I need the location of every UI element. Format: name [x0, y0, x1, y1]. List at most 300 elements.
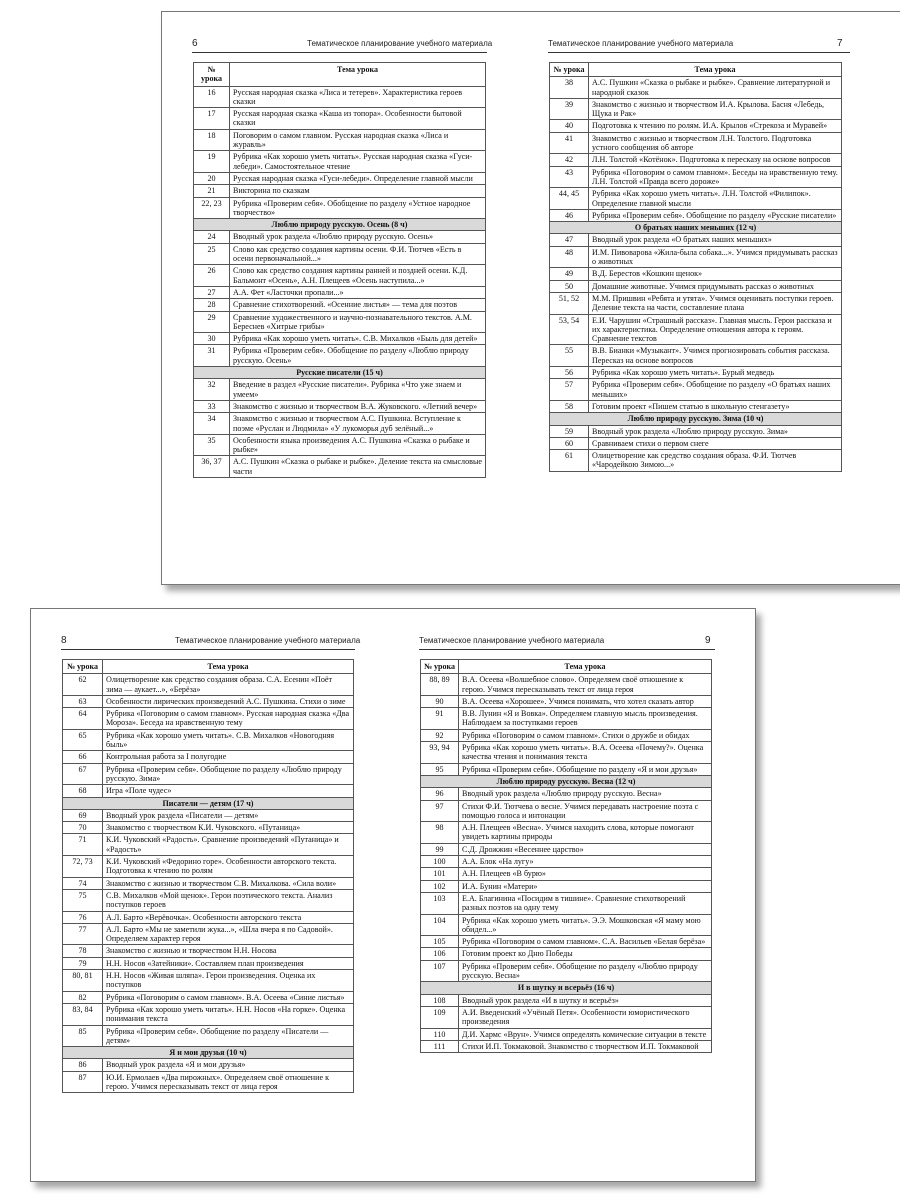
lesson-number: 86 — [63, 1059, 103, 1071]
lesson-row — [194, 197, 486, 219]
lesson-table — [62, 659, 354, 1093]
lesson-topic: Рубрика «Как хорошо уметь читать». Л.Н. Толстой «Филипок». Определение главной мысли — [589, 188, 842, 210]
lesson-topic: Вводный урок раздела «О братьях наших меньших» — [589, 234, 842, 246]
lesson-row — [63, 1003, 354, 1025]
lesson-row — [63, 877, 354, 889]
lesson-number: 65 — [63, 729, 103, 751]
lesson-number: 90 — [421, 695, 459, 707]
lesson-number: 79 — [63, 957, 103, 969]
lesson-number: 87 — [63, 1071, 103, 1093]
lesson-topic: С.Д. Дрожжин «Весеннее царство» — [459, 843, 712, 855]
lesson-number: 33 — [194, 400, 230, 412]
lesson-row — [63, 957, 354, 969]
lesson-number: 28 — [194, 299, 230, 311]
lesson-number: 63 — [63, 695, 103, 707]
lesson-row — [550, 154, 842, 166]
lesson-row — [194, 172, 486, 184]
lesson-number: 83, 84 — [63, 1003, 103, 1025]
lesson-row — [194, 456, 486, 478]
lesson-row — [194, 243, 486, 265]
lesson-topic: К.И. Чуковский «Радость». Сравнение произведений «Путаница» и «Радость» — [103, 834, 354, 856]
lesson-topic: Викторина по сказкам — [230, 185, 486, 197]
lesson-topic: В.А. Осеева «Хорошее». Учимся понимать, что хотел сказать автор — [459, 695, 712, 707]
lesson-number: 49 — [550, 268, 589, 280]
lesson-topic: В.Д. Берестов «Кошкин щенок» — [589, 268, 842, 280]
lesson-number: 70 — [63, 822, 103, 834]
section-header-row — [421, 982, 712, 994]
lesson-topic: Рубрика «Проверим себя». Обобщение по разделу «О братьях наших меньших» — [589, 379, 842, 401]
col-header-number: № урока — [550, 63, 589, 77]
lesson-number: 69 — [63, 809, 103, 821]
lesson-topic: Знакомство с жизнью и творчеством А.С. Пушкина. Вступление к поэме «Руслан и Людмила» «У лукоморья дуб зелёный...» — [230, 413, 486, 435]
lesson-topic: В.А. Осеева «Волшебное слово». Определяем своё отношение к герою. Учимся пересказывать текст от лица героя — [459, 674, 712, 696]
lesson-row — [63, 911, 354, 923]
section-header-row — [194, 367, 486, 379]
book-page-6 — [162, 12, 532, 584]
lesson-number: 95 — [421, 763, 459, 775]
lesson-topic: Русская народная сказка «Лиса и тетерев». Характеристика героев сказки — [230, 86, 486, 108]
lesson-topic: В.В. Лунин «Я и Вовка». Определяем главную мысль произведения. Наблюдаем за поступками героев — [459, 708, 712, 730]
lesson-row — [550, 132, 842, 154]
lesson-number: 96 — [421, 788, 459, 800]
lesson-row — [194, 129, 486, 151]
lesson-number: 38 — [550, 77, 589, 99]
lesson-row — [63, 1071, 354, 1093]
lesson-row — [63, 809, 354, 821]
lesson-topic: Рубрика «Как хорошо уметь читать». С.В. Михалков «Новогодняя быль» — [103, 729, 354, 751]
lesson-number: 30 — [194, 333, 230, 345]
lesson-number: 36, 37 — [194, 456, 230, 478]
lesson-topic: Рубрика «Поговорим о самом главном». Стихи о дружбе и обидах — [459, 729, 712, 741]
section-title: Писатели — детям (17 ч) — [63, 797, 354, 809]
lesson-row — [550, 280, 842, 292]
lesson-topic: С.В. Михалков «Мой щенок». Герои поэтического текста. Анализ поступков героев — [103, 889, 354, 911]
page-number: 6 — [192, 38, 198, 49]
section-title: Русские писатели (15 ч) — [194, 367, 486, 379]
lesson-row — [421, 763, 712, 775]
lesson-topic: Знакомство с творчеством К.И. Чуковского. «Путаница» — [103, 822, 354, 834]
lesson-rows — [63, 674, 354, 1093]
lesson-row — [421, 948, 712, 960]
lesson-row — [63, 695, 354, 707]
lesson-number: 48 — [550, 246, 589, 268]
lesson-topic: Вводный урок раздела «Писатели — детям» — [103, 809, 354, 821]
lesson-row — [421, 914, 712, 936]
header-rule — [61, 649, 355, 650]
lesson-number: 71 — [63, 834, 103, 856]
lesson-topic: Олицетворение как средство создания образа. Ф.И. Тютчев «Чародейкою Зимою...» — [589, 450, 842, 472]
lesson-number: 22, 23 — [194, 197, 230, 219]
lesson-row — [194, 108, 486, 130]
lesson-number: 104 — [421, 914, 459, 936]
book-page-8 — [31, 609, 393, 1181]
lesson-row — [194, 86, 486, 108]
lesson-topic: Вводный урок раздела «Люблю природу русскую. Зима» — [589, 425, 842, 437]
running-title: Тематическое планирование учебного материала — [419, 636, 605, 645]
lesson-number: 34 — [194, 413, 230, 435]
running-title: Тематическое планирование учебного материала — [175, 636, 361, 645]
lesson-row — [63, 822, 354, 834]
lesson-number: 78 — [63, 945, 103, 957]
lesson-topic: Сравнение художественного и научно-познавательного текстов. А.М. Береснев «Хитрые грибы» — [230, 311, 486, 333]
lesson-topic: И.А. Бунин «Матери» — [459, 880, 712, 892]
lesson-rows — [194, 86, 486, 477]
lesson-topic: Олицетворение как средство создания образа. С.А. Есенин «Поёт зима — аукает...», «Берёза» — [103, 674, 354, 696]
lesson-topic: Готовим проект ко Дню Победы — [459, 948, 712, 960]
col-header-number: № урока — [194, 63, 230, 87]
lesson-number: 80, 81 — [63, 970, 103, 992]
lesson-number: 26 — [194, 265, 230, 287]
lesson-number: 56 — [550, 367, 589, 379]
lesson-row — [550, 188, 842, 210]
lesson-row — [194, 265, 486, 287]
lesson-topic: А.Н. Плещеев «Весна». Учимся находить слова, которые помогают увидеть картины природы — [459, 822, 712, 844]
lesson-row — [63, 729, 354, 751]
lesson-row — [63, 889, 354, 911]
lesson-row — [550, 345, 842, 367]
section-header-row — [550, 222, 842, 234]
lesson-number: 62 — [63, 674, 103, 696]
lesson-row — [550, 120, 842, 132]
lesson-number: 108 — [421, 994, 459, 1006]
lesson-topic: Н.Н. Носов «Затейники». Составляем план произведения — [103, 957, 354, 969]
lesson-number: 61 — [550, 450, 589, 472]
lesson-topic: Знакомство с жизнью и творчеством Н.Н. Носова — [103, 945, 354, 957]
lesson-number: 67 — [63, 763, 103, 785]
lesson-number: 91 — [421, 708, 459, 730]
lesson-row — [550, 98, 842, 120]
lesson-number: 21 — [194, 185, 230, 197]
lesson-topic: К.И. Чуковский «Федорино горе». Особенности авторского текста. Подготовка к чтению по ролям — [103, 856, 354, 878]
lesson-row — [550, 437, 842, 449]
lesson-row — [550, 77, 842, 99]
lesson-number: 47 — [550, 234, 589, 246]
lesson-row — [194, 311, 486, 333]
book-page-9 — [393, 609, 755, 1181]
lesson-topic: В.В. Бианки «Музыкант». Учимся прогнозировать события рассказа. Пересказ на основе вопросов — [589, 345, 842, 367]
lesson-topic: Рубрика «Проверим себя». Обобщение по разделу «Люблю природу русскую. Весна» — [459, 960, 712, 982]
col-header-topic: Тема урока — [459, 660, 712, 674]
lesson-topic: Особенности лирических произведений А.С. Пушкина. Стихи о зиме — [103, 695, 354, 707]
lesson-number: 76 — [63, 911, 103, 923]
lesson-row — [194, 286, 486, 298]
lesson-row — [194, 333, 486, 345]
lesson-number: 55 — [550, 345, 589, 367]
page-number: 9 — [705, 635, 711, 646]
lesson-number: 68 — [63, 785, 103, 797]
lesson-row — [63, 674, 354, 696]
lesson-topic: Игра «Поле чудес» — [103, 785, 354, 797]
lesson-rows — [421, 674, 712, 1053]
lesson-row — [421, 708, 712, 730]
lesson-topic: Знакомство с жизнью и творчеством С.В. Михалкова. «Сила воли» — [103, 877, 354, 889]
lesson-topic: Вводный урок раздела «Люблю природу русскую. Весна» — [459, 788, 712, 800]
lesson-topic: Рубрика «Проверим себя». Обобщение по разделу «Писатели — детям» — [103, 1025, 354, 1047]
page-header — [393, 635, 755, 649]
lesson-number: 39 — [550, 98, 589, 120]
section-header-row — [63, 1047, 354, 1059]
lesson-topic: М.М. Пришвин «Ребята и утята». Учимся оценивать поступки героев. Деление текста на части, составление плана — [589, 292, 842, 314]
lesson-table — [420, 659, 712, 1053]
lesson-topic: Сравнение стихотворений. «Осенние листья» — тема для поэтов — [230, 299, 486, 311]
lesson-row — [63, 751, 354, 763]
lesson-topic: Поговорим о самом главном. Русская народная сказка «Лиса и журавль» — [230, 129, 486, 151]
running-title: Тематическое планирование учебного материала — [548, 39, 734, 48]
lesson-topic: А.Л. Барто «Верёвочка». Особенности авторского текста — [103, 911, 354, 923]
book-spread-pages-8-9 — [30, 608, 756, 1182]
lesson-topic: Рубрика «Как хорошо уметь читать». Э.Э. Мошковская «Я маму мою обидел...» — [459, 914, 712, 936]
lesson-topic: Вводный урок раздела «Люблю природу русскую. Осень» — [230, 231, 486, 243]
lesson-number: 85 — [63, 1025, 103, 1047]
lesson-number: 99 — [421, 843, 459, 855]
lesson-topic: Контрольная работа за I полугодие — [103, 751, 354, 763]
lesson-number: 32 — [194, 379, 230, 401]
lesson-row — [421, 892, 712, 914]
lesson-topic: Сравниваем стихи о первом снеге — [589, 437, 842, 449]
header-rule — [548, 52, 850, 53]
lesson-row — [421, 695, 712, 707]
lesson-row — [63, 1059, 354, 1071]
lesson-row — [421, 868, 712, 880]
book-spread-pages-6-7 — [161, 11, 900, 585]
lesson-row — [194, 185, 486, 197]
lesson-topic: Введение в раздел «Русские писатели». Рубрика «Что уже знаем и умеем» — [230, 379, 486, 401]
section-title: И в шутку и всерьёз (16 ч) — [421, 982, 712, 994]
running-title: Тематическое планирование учебного материала — [307, 39, 493, 48]
lesson-topic: А.А. Блок «На лугу» — [459, 856, 712, 868]
lesson-topic: А.С. Пушкин «Сказка о рыбаке и рыбке». Деление текста на смысловые части — [230, 456, 486, 478]
lesson-row — [63, 763, 354, 785]
lesson-number: 88, 89 — [421, 674, 459, 696]
lesson-topic: А.Н. Плещеев «В бурю» — [459, 868, 712, 880]
lesson-number: 101 — [421, 868, 459, 880]
lesson-row — [421, 729, 712, 741]
lesson-topic: Русская народная сказка «Каша из топора». Особенности бытовой сказки — [230, 108, 486, 130]
lesson-row — [421, 674, 712, 696]
lesson-row — [421, 742, 712, 764]
lesson-number: 25 — [194, 243, 230, 265]
lesson-number: 53, 54 — [550, 314, 589, 345]
lesson-number: 72, 73 — [63, 856, 103, 878]
lesson-number: 43 — [550, 166, 589, 188]
lesson-row — [550, 246, 842, 268]
lesson-number: 24 — [194, 231, 230, 243]
page-header — [532, 38, 900, 52]
lesson-topic: Слово как средство создания картины осени. Ф.И. Тютчев «Есть в осени первоначальной...» — [230, 243, 486, 265]
lesson-number: 109 — [421, 1006, 459, 1028]
lesson-topic: Подготовка к чтению по ролям. И.А. Крылов «Стрекоза и Муравей» — [589, 120, 842, 132]
lesson-row — [194, 379, 486, 401]
lesson-topic: Л.Н. Толстой «Котёнок». Подготовка к пересказу на основе вопросов — [589, 154, 842, 166]
lesson-number: 35 — [194, 434, 230, 456]
lesson-row — [550, 209, 842, 221]
lesson-topic: Знакомство с жизнью и творчеством В.А. Жуковского. «Летний вечер» — [230, 400, 486, 412]
lesson-topic: И.М. Пивоварова «Жила-была собака...». Учимся придумывать рассказ о животных — [589, 246, 842, 268]
page-header — [31, 635, 393, 649]
lesson-row — [550, 292, 842, 314]
lesson-row — [421, 960, 712, 982]
lesson-row — [550, 367, 842, 379]
section-title: Люблю природу русскую. Зима (10 ч) — [550, 413, 842, 425]
lesson-topic: А.С. Пушкин «Сказка о рыбаке и рыбке». Сравнение литературной и народной сказок — [589, 77, 842, 99]
lesson-topic: Русская народная сказка «Гуси-лебеди». Определение главной мысли — [230, 172, 486, 184]
lesson-topic: Е.А. Благинина «Посидим в тишине». Сравнение стихотворений разных поэтов на одну тему — [459, 892, 712, 914]
lesson-topic: Вводный урок раздела «И в шутку и всерьёз» — [459, 994, 712, 1006]
lesson-topic: Н.Н. Носов «Живая шляпа». Герои произведения. Оценка их поступков — [103, 970, 354, 992]
lesson-topic: Знакомство с жизнью и творчеством Л.Н. Толстого. Подготовка устного сообщения об авторе — [589, 132, 842, 154]
lesson-row — [550, 450, 842, 472]
lesson-number: 31 — [194, 345, 230, 367]
lesson-topic: Рубрика «Проверим себя». Обобщение по разделу «Русские писатели» — [589, 209, 842, 221]
lesson-topic: Рубрика «Как хорошо уметь читать». С.В. Михалков «Быль для детей» — [230, 333, 486, 345]
lesson-table — [193, 62, 486, 478]
lesson-number: 50 — [550, 280, 589, 292]
lesson-topic: Рубрика «Как хорошо уметь читать». Бурый медведь — [589, 367, 842, 379]
lesson-row — [63, 945, 354, 957]
lesson-row — [550, 268, 842, 280]
col-header-topic: Тема урока — [589, 63, 842, 77]
lesson-topic: Знакомство с жизнью и творчеством И.А. Крылова. Басня «Лебедь, Щука и Рак» — [589, 98, 842, 120]
lesson-topic: Рубрика «Проверим себя». Обобщение по разделу «Я и мои друзья» — [459, 763, 712, 775]
lesson-number: 97 — [421, 800, 459, 822]
lesson-number: 77 — [63, 923, 103, 945]
lesson-number: 40 — [550, 120, 589, 132]
lesson-number: 64 — [63, 708, 103, 730]
section-title: О братьях наших меньших (12 ч) — [550, 222, 842, 234]
lesson-row — [63, 1025, 354, 1047]
lesson-number: 102 — [421, 880, 459, 892]
lesson-number: 42 — [550, 154, 589, 166]
lesson-topic: Рубрика «Поговорим о самом главном». Русская народная сказка «Два Мороза». Беседа на нравственную тему — [103, 708, 354, 730]
lesson-row — [63, 785, 354, 797]
lesson-row — [63, 856, 354, 878]
lesson-number: 82 — [63, 991, 103, 1003]
lesson-topic: Рубрика «Поговорим о самом главном». С.А. Васильев «Белая берёза» — [459, 936, 712, 948]
section-header-row — [63, 797, 354, 809]
header-rule — [419, 649, 715, 650]
lesson-row — [421, 856, 712, 868]
lesson-topic: Рубрика «Как хорошо уметь читать». Н.Н. Носов «На горке». Оценка понимания текста — [103, 1003, 354, 1025]
lesson-number: 44, 45 — [550, 188, 589, 210]
lesson-row — [421, 788, 712, 800]
page-number: 7 — [837, 38, 843, 49]
lesson-table — [549, 62, 842, 472]
lesson-topic: Рубрика «Проверим себя». Обобщение по разделу «Люблю природу русскую. Осень» — [230, 345, 486, 367]
lesson-row — [194, 299, 486, 311]
lesson-row — [421, 1006, 712, 1028]
lesson-topic: Е.И. Чарушин «Страшный рассказ». Главная мысль. Герои рассказа и их характеристика. Определение отношения автора к героям. Сравнение текстов — [589, 314, 842, 345]
lesson-topic: А.Л. Барто «Мы не заметили жука...», «Шла вчера я по Садовой». Определяем характер героя — [103, 923, 354, 945]
lesson-topic: Рубрика «Поговорим о самом главном». В.А. Осеева «Синие листья» — [103, 991, 354, 1003]
lesson-number: 20 — [194, 172, 230, 184]
lesson-row — [421, 800, 712, 822]
lesson-topic: Домашние животные. Учимся придумывать рассказ о животных — [589, 280, 842, 292]
lesson-row — [421, 1028, 712, 1040]
lesson-number: 59 — [550, 425, 589, 437]
lesson-number: 105 — [421, 936, 459, 948]
lesson-row — [550, 400, 842, 412]
lesson-row — [63, 834, 354, 856]
lesson-number: 16 — [194, 86, 230, 108]
lesson-row — [421, 1040, 712, 1052]
lesson-number: 93, 94 — [421, 742, 459, 764]
lesson-row — [550, 234, 842, 246]
page-header — [162, 38, 532, 52]
lesson-row — [421, 843, 712, 855]
lesson-number: 92 — [421, 729, 459, 741]
lesson-number: 46 — [550, 209, 589, 221]
col-header-topic: Тема урока — [230, 63, 486, 87]
section-header-row — [194, 219, 486, 231]
col-header-number: № урока — [63, 660, 103, 674]
lesson-row — [63, 923, 354, 945]
lesson-number: 29 — [194, 311, 230, 333]
lesson-number: 98 — [421, 822, 459, 844]
lesson-row — [421, 822, 712, 844]
section-header-row — [421, 775, 712, 787]
lesson-number: 66 — [63, 751, 103, 763]
lesson-row — [63, 970, 354, 992]
lesson-number: 19 — [194, 151, 230, 173]
section-header-row — [550, 413, 842, 425]
lesson-row — [550, 314, 842, 345]
lesson-number: 27 — [194, 286, 230, 298]
lesson-row — [421, 994, 712, 1006]
lesson-topic: Д.И. Хармс «Врун». Учимся определять комические ситуации в тексте — [459, 1028, 712, 1040]
lesson-topic: Вводный урок раздела «Я и мои друзья» — [103, 1059, 354, 1071]
lesson-number: 74 — [63, 877, 103, 889]
lesson-topic: Готовим проект «Пишем статью в школьную стенгазету» — [589, 400, 842, 412]
lesson-number: 57 — [550, 379, 589, 401]
lesson-row — [194, 434, 486, 456]
lesson-number: 107 — [421, 960, 459, 982]
lesson-topic: Ю.И. Ермолаев «Два пирожных». Определяем своё отношение к герою. Учимся пересказывать текст от лица героя — [103, 1071, 354, 1093]
lesson-row — [550, 166, 842, 188]
lesson-row — [194, 400, 486, 412]
lesson-row — [194, 151, 486, 173]
lesson-row — [194, 231, 486, 243]
lesson-number: 103 — [421, 892, 459, 914]
lesson-topic: Рубрика «Поговорим о самом главном». Беседы на нравственную тему. Л.Н. Толстой «Правда всего дороже» — [589, 166, 842, 188]
lesson-number: 58 — [550, 400, 589, 412]
lesson-row — [194, 345, 486, 367]
lesson-row — [63, 708, 354, 730]
lesson-row — [550, 425, 842, 437]
header-rule — [192, 52, 487, 53]
lesson-number: 60 — [550, 437, 589, 449]
lesson-rows — [550, 77, 842, 471]
lesson-number: 41 — [550, 132, 589, 154]
section-title: Люблю природу русскую. Весна (12 ч) — [421, 775, 712, 787]
col-header-topic: Тема урока — [103, 660, 354, 674]
lesson-number: 17 — [194, 108, 230, 130]
lesson-topic: Особенности языка произведения А.С. Пушкина «Сказка о рыбаке и рыбке» — [230, 434, 486, 456]
lesson-topic: Рубрика «Как хорошо уметь читать». В.А. Осеева «Почему?». Оценка качества чтения и понимания текста — [459, 742, 712, 764]
lesson-number: 51, 52 — [550, 292, 589, 314]
lesson-number: 110 — [421, 1028, 459, 1040]
page-number: 8 — [61, 635, 67, 646]
lesson-number: 100 — [421, 856, 459, 868]
lesson-topic: Рубрика «Проверим себя». Обобщение по разделу «Устное народное творчество» — [230, 197, 486, 219]
lesson-number: 106 — [421, 948, 459, 960]
col-header-number: № урока — [421, 660, 459, 674]
lesson-topic: Стихи И.П. Токмаковой. Знакомство с творчеством И.П. Токмаковой — [459, 1040, 712, 1052]
lesson-topic: Стихи Ф.И. Тютчева о весне. Учимся передавать настроение поэта с помощью голоса и интонации — [459, 800, 712, 822]
lesson-topic: Рубрика «Проверим себя». Обобщение по разделу «Люблю природу русскую. Зима» — [103, 763, 354, 785]
lesson-row — [550, 379, 842, 401]
lesson-number: 111 — [421, 1040, 459, 1052]
section-title: Я и мои друзья (10 ч) — [63, 1047, 354, 1059]
